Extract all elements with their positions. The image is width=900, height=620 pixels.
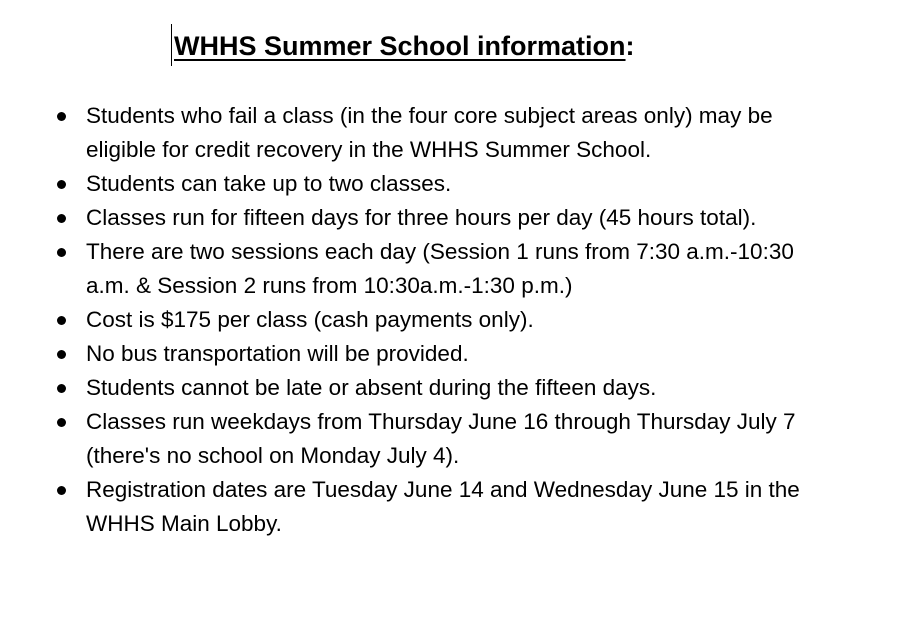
bullet-item	[0, 235, 826, 303]
bullet-item	[0, 473, 826, 541]
bullet-item	[0, 201, 826, 235]
bullet-dot-icon	[57, 418, 66, 427]
bullet-item	[0, 303, 826, 337]
bullet-text: Classes run for fifteen days for three hours per day (45 hours total).	[86, 205, 757, 230]
bullet-text: No bus transportation will be provided.	[86, 341, 469, 366]
bullet-dot-icon	[57, 248, 66, 257]
bullet-item	[0, 167, 826, 201]
bullet-item	[0, 371, 826, 405]
document-title-text: WHHS Summer School information	[174, 31, 626, 61]
bullet-item	[0, 337, 826, 371]
document-title	[174, 26, 635, 66]
bullet-dot-icon	[57, 350, 66, 359]
bullet-dot-icon	[57, 486, 66, 495]
bullet-text: Students can take up to two classes.	[86, 171, 452, 196]
bullet-item	[0, 405, 826, 473]
bullet-text: Classes run weekdays from Thursday June 16 through Thursday July 7 (there's no school on Monday July 4).	[86, 409, 796, 468]
document-title-colon: :	[625, 31, 635, 61]
bullet-dot-icon	[57, 180, 66, 189]
bullet-text: Registration dates are Tuesday June 14 and Wednesday June 15 in the WHHS Main Lobby.	[86, 477, 800, 536]
text-cursor	[171, 24, 172, 66]
bullet-text: Students cannot be late or absent during the fifteen days.	[86, 375, 657, 400]
bullet-text: Cost is $175 per class (cash payments only).	[86, 307, 534, 332]
bullet-dot-icon	[57, 112, 66, 121]
bullet-item	[0, 99, 826, 167]
bullet-text: Students who fail a class (in the four core subject areas only) may be eligible for credit recovery in the WHHS Summer School.	[86, 103, 773, 162]
bullet-dot-icon	[57, 214, 66, 223]
bullet-text: There are two sessions each day (Session 1 runs from 7:30 a.m.-10:30 a.m. & Session 2 runs from 10:30a.m.-1:30 p.m.)	[86, 239, 794, 298]
bullet-dot-icon	[57, 384, 66, 393]
info-bullet-list	[0, 99, 900, 541]
bullet-dot-icon	[57, 316, 66, 325]
